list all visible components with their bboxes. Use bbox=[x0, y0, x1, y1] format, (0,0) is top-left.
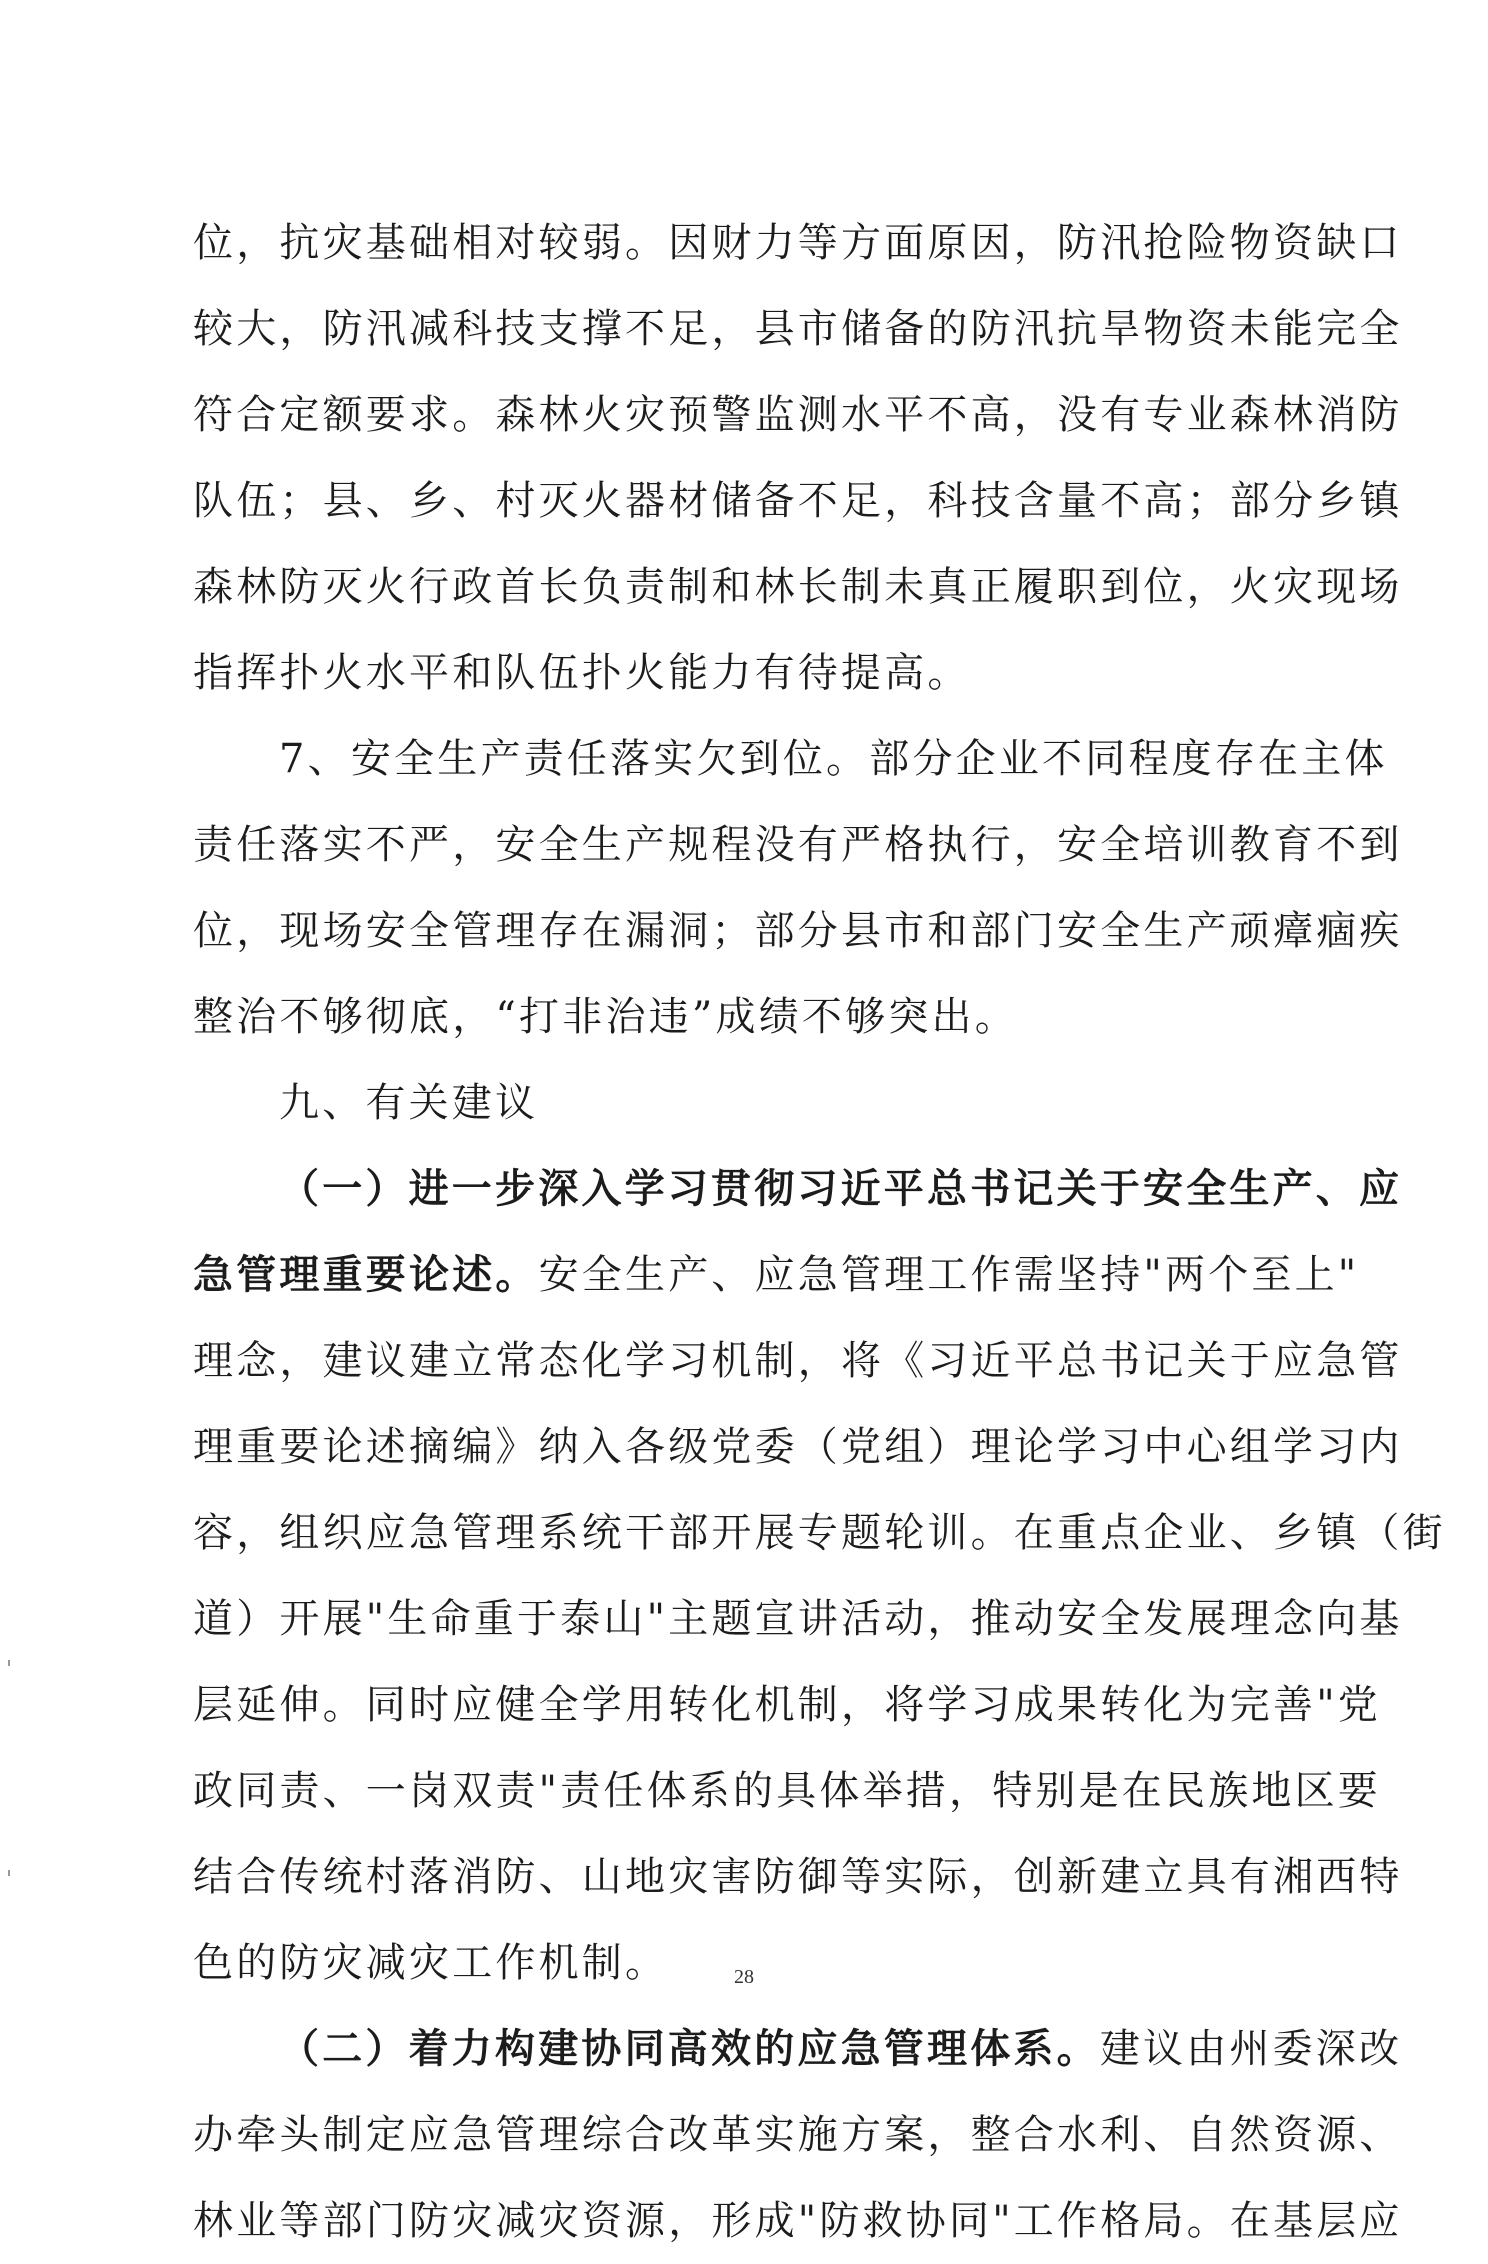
text-line: 结合传统村落消防、山地灾害防御等实际，创新建立具有湘西特 bbox=[193, 1854, 1403, 1900]
text-line bbox=[193, 2006, 1403, 2092]
subheading-1-line-2: 急管理重要论述。 bbox=[193, 1251, 539, 1298]
text-line: 政同责、一岗双责"责任体系的具体举措，特别是在民族地区要 bbox=[193, 1768, 1381, 1814]
text-line: 办牵头制定应急管理综合改革实施方案，整合水利、自然资源、 bbox=[193, 2112, 1403, 2158]
text-line bbox=[193, 1232, 1360, 1318]
text-line: 层延伸。同时应健全学用转化机制，将学习成果转化为完善"党 bbox=[193, 1682, 1381, 1728]
text-run: 建议由州委深改 bbox=[1099, 2026, 1403, 2072]
text-line: 林业等部门防灾减灾资源，形成"防救协同"工作格局。在基层应 bbox=[193, 2198, 1403, 2244]
text-line: 道）开展"生命重于泰山"主题宣讲活动，推动安全发展理念向基 bbox=[193, 1596, 1403, 1642]
page-number: 28 bbox=[734, 1966, 754, 1988]
text-line: 容，组织应急管理系统干部开展专题轮训。在重点企业、乡镇（街 bbox=[193, 1510, 1446, 1556]
subheading-2: （二）着力构建协同高效的应急管理体系。 bbox=[279, 2025, 1100, 2072]
text-line: 理重要论述摘编》纳入各级党委（党组）理论学习中心组学习内 bbox=[193, 1424, 1403, 1470]
text-line: 指挥扑火水平和队伍扑火能力有待提高。 bbox=[193, 650, 971, 696]
paragraph-7-first-line: 7、安全生产责任落实欠到位。部分企业不同程度存在主体 bbox=[279, 736, 1388, 782]
text-line: 理念，建议建立常态化学习机制，将《习近平总书记关于应急管 bbox=[193, 1338, 1403, 1384]
subheading-1-line-1: （一）进一步深入学习贯彻习近平总书记关于安全生产、应 bbox=[279, 1165, 1403, 1212]
text-line: 较大，防汛减科技支撑不足，县市储备的防汛抗旱物资未能完全 bbox=[193, 306, 1403, 352]
text-line: 位，现场安全管理存在漏洞；部分县市和部门安全生产顽瘴痼疾 bbox=[193, 908, 1403, 954]
text-line: 森林防灭火行政首长负责制和林长制未真正履职到位，火灾现场 bbox=[193, 564, 1403, 610]
scan-edge-mark bbox=[8, 1660, 10, 1666]
text-line: 整治不够彻底，“打非治违”成绩不够突出。 bbox=[193, 994, 1018, 1040]
section-heading: 九、有关建议 bbox=[279, 1080, 539, 1126]
text-line: 符合定额要求。森林火灾预警监测水平不高，没有专业森林消防 bbox=[193, 392, 1403, 438]
text-line: 队伍；县、乡、村灭火器材储备不足，科技含量不高；部分乡镇 bbox=[193, 478, 1403, 524]
text-run: 安全生产、应急管理工作需坚持"两个至上" bbox=[538, 1252, 1360, 1298]
scan-edge-mark bbox=[8, 1870, 10, 1876]
text-line: 色的防灾减灾工作机制。 bbox=[193, 1940, 669, 1986]
text-line: 位，抗灾基础相对较弱。因财力等方面原因，防汛抢险物资缺口 bbox=[193, 220, 1403, 266]
body-text bbox=[193, 200, 1446, 2264]
text-line: 责任落实不严，安全生产规程没有严格执行，安全培训教育不到 bbox=[193, 822, 1403, 868]
